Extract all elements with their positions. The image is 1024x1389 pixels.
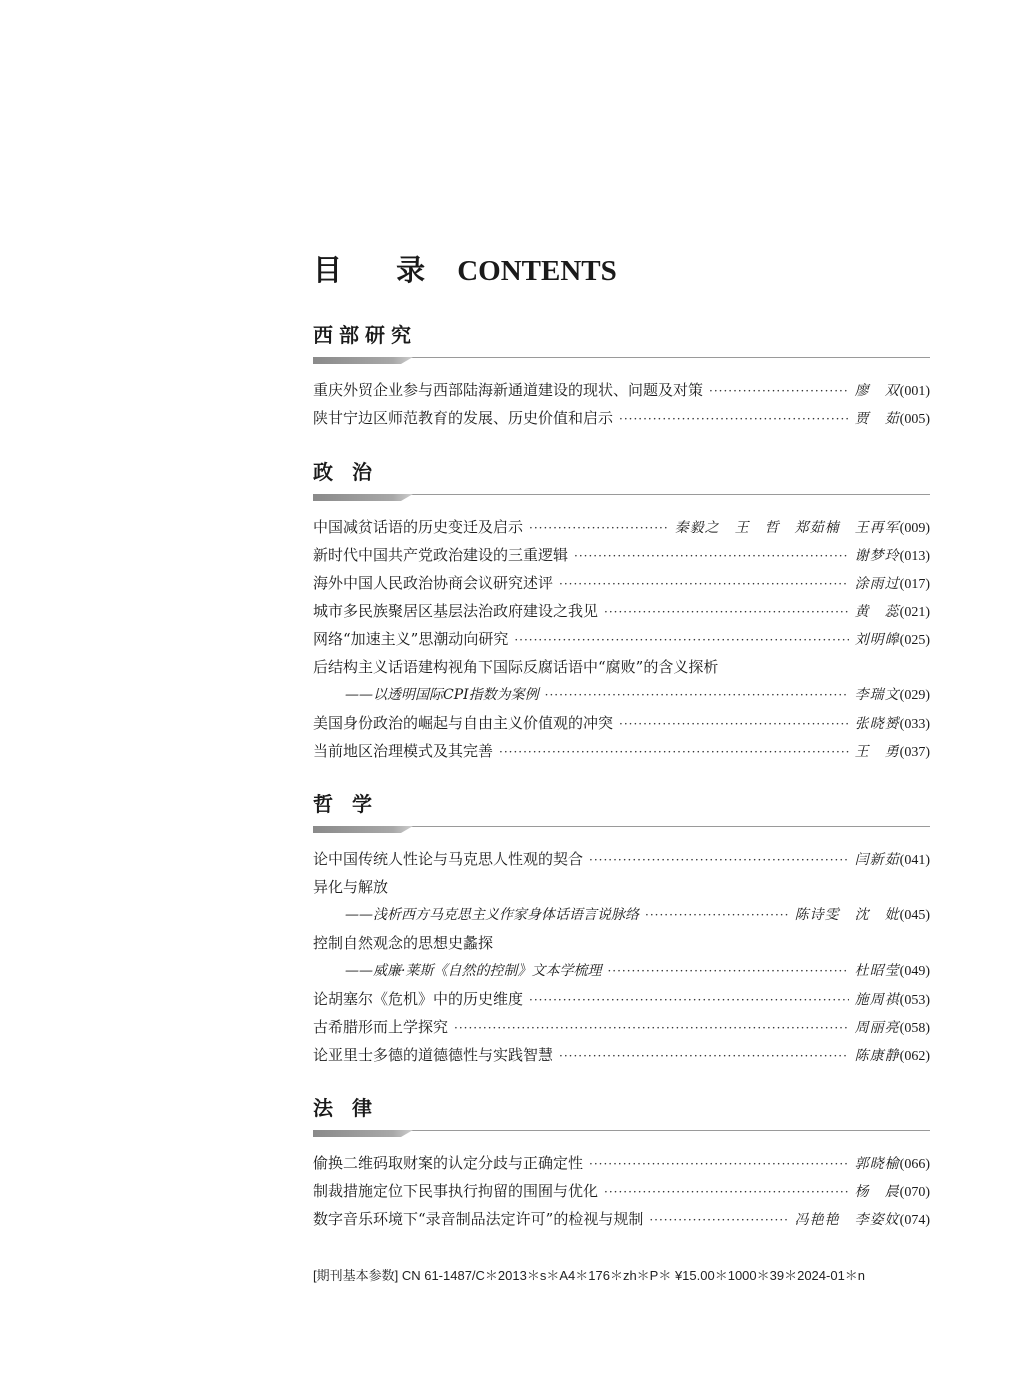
section-politics [313, 458, 930, 765]
entry-title: 新时代中国共产党政治建设的三重逻辑 [313, 546, 569, 564]
entry-author: 施周祺 [854, 992, 900, 1008]
toc-entry[interactable] [313, 404, 930, 432]
entry-page: (001) [899, 384, 930, 399]
journal-parameters: [期刊基本参数] CN 61-1487/C＊2013＊s＊A4＊176＊zh＊P＊ ¥15.00＊1000＊39＊2024-01＊n [313, 1268, 866, 1283]
toc-entry[interactable] [313, 845, 930, 873]
leader-dots [589, 846, 849, 874]
toc-entry[interactable] [313, 376, 930, 404]
leader-dots [514, 626, 848, 654]
entry-page: (074) [899, 1213, 930, 1228]
entry-title: 网络“加速主义”思潮动向研究 [313, 630, 509, 648]
entry-author: 贾 茹 [854, 411, 900, 427]
entry-title: 论中国传统人性论与马克思人性观的契合 [313, 850, 584, 868]
toc-entry[interactable] [313, 737, 930, 765]
leader-dots [619, 710, 849, 738]
entry-page: (017) [899, 577, 930, 592]
leader-dots [604, 1178, 849, 1206]
entry-title: 后结构主义话语建构视角下国际反腐话语中“腐败”的含义探析 [313, 658, 719, 676]
entry-subtitle: ——浅析西方马克思主义作家身体话语言说脉络 [345, 907, 639, 923]
leader-dots [709, 377, 849, 405]
entry-author: 杜昭莹 [854, 963, 900, 979]
toc-entry-subtitle[interactable] [313, 957, 930, 985]
entry-title: 制裁措施定位下民事执行拘留的围囿与优化 [313, 1182, 599, 1200]
leader-dots [604, 598, 849, 626]
leader-dots [589, 1150, 849, 1178]
section-rule [313, 826, 930, 836]
entry-page: (025) [899, 633, 930, 648]
section-law [313, 1094, 930, 1233]
entry-author: 李瑞文 [854, 687, 900, 703]
entry-page: (021) [899, 605, 930, 620]
leader-dots [529, 514, 669, 542]
entry-page: (013) [899, 549, 930, 564]
section-heading: 西部研究 [313, 323, 417, 347]
toc-entry[interactable] [313, 569, 930, 597]
entry-page: (005) [899, 412, 930, 427]
entry-page: (070) [899, 1185, 930, 1200]
entry-page: (029) [899, 688, 930, 703]
toc-entry-subtitle[interactable] [313, 681, 930, 709]
toc-entry[interactable] [313, 873, 930, 901]
entry-author: 涂雨过 [854, 576, 900, 592]
leader-dots [645, 901, 789, 929]
toc-entry-subtitle[interactable] [313, 901, 930, 929]
entry-title: 论胡塞尔《危机》中的历史维度 [313, 990, 524, 1008]
section-rule [313, 494, 930, 504]
entry-author: 张晓赟 [854, 716, 900, 732]
leader-dots [545, 681, 849, 709]
entry-author: 廖 双 [854, 383, 900, 399]
entry-title: 异化与解放 [313, 878, 389, 896]
entry-author: 郭晓榆 [854, 1156, 900, 1172]
leader-dots [607, 957, 848, 985]
toc-entry[interactable] [313, 597, 930, 625]
toc-entry[interactable] [313, 985, 930, 1013]
leader-dots [529, 986, 849, 1014]
entry-page: (033) [899, 717, 930, 732]
entry-page: (045) [899, 908, 930, 923]
entry-title: 重庆外贸企业参与西部陆海新通道建设的现状、问题及对策 [313, 381, 704, 399]
section-heading: 哲 学 [313, 792, 378, 816]
entry-author: 杨 晨 [854, 1184, 900, 1200]
section-philosophy [313, 790, 930, 1069]
entry-title: 当前地区治理模式及其完善 [313, 742, 494, 760]
entry-author: 秦毅之 王 哲 郑茹楠 王再军 [674, 520, 900, 536]
entry-page: (009) [899, 521, 930, 536]
toc-entry[interactable] [313, 1041, 930, 1069]
entry-page: (041) [899, 853, 930, 868]
entry-author: 陈诗雯 沈 妣 [794, 907, 900, 923]
title-cn: 目 录 [313, 253, 448, 287]
leader-dots [454, 1014, 849, 1042]
leader-dots [619, 405, 849, 433]
entry-page: (049) [899, 964, 930, 979]
toc-entry[interactable] [313, 1149, 930, 1177]
entry-author: 陈康静 [854, 1048, 900, 1064]
toc-entry[interactable] [313, 709, 930, 737]
entry-title: 美国身份政治的崛起与自由主义价值观的冲突 [313, 714, 614, 732]
section-west [313, 321, 930, 432]
entry-title: 控制自然观念的思想史蠡探 [313, 934, 494, 952]
entry-author: 王 勇 [854, 744, 900, 760]
section-heading: 政 治 [313, 460, 378, 484]
entry-title: 数字音乐环境下“录音制品法定许可”的检视与规制 [313, 1210, 644, 1228]
toc-entry[interactable] [313, 1177, 930, 1205]
leader-dots [649, 1206, 788, 1234]
entry-subtitle: ——以透明国际CPI指数为案例 [345, 687, 539, 703]
toc-entry[interactable] [313, 513, 930, 541]
entry-page: (053) [899, 993, 930, 1008]
leader-dots [574, 542, 849, 570]
toc-entry[interactable] [313, 653, 930, 681]
entry-page: (066) [899, 1157, 930, 1172]
title-en: CONTENTS [457, 255, 617, 287]
entry-title: 城市多民族聚居区基层法治政府建设之我见 [313, 602, 599, 620]
leader-dots [559, 1042, 849, 1070]
entry-title: 论亚里士多德的道德德性与实践智慧 [313, 1046, 554, 1064]
toc-entry[interactable] [313, 541, 930, 569]
toc-entry[interactable] [313, 1205, 930, 1233]
leader-dots [559, 570, 849, 598]
section-rule [313, 357, 930, 367]
entry-page: (058) [899, 1021, 930, 1036]
entry-page: (037) [899, 745, 930, 760]
section-rule [313, 1130, 930, 1140]
leader-dots [499, 738, 849, 766]
entry-subtitle: ——威廉·莱斯《自然的控制》文本学梳理 [345, 963, 602, 979]
page-title [313, 248, 617, 289]
entry-author: 周丽亮 [854, 1020, 900, 1036]
toc-entry[interactable] [313, 929, 930, 957]
entry-title: 偷换二维码取财案的认定分歧与正确定性 [313, 1154, 584, 1172]
entry-title: 古希腊形而上学探究 [313, 1018, 449, 1036]
entry-author: 冯艳艳 李姿妏 [794, 1212, 900, 1228]
section-heading: 法 律 [313, 1096, 378, 1120]
entry-author: 黄 蕊 [854, 604, 900, 620]
entry-author: 谢梦玲 [854, 548, 900, 564]
entry-title: 海外中国人民政治协商会议研究述评 [313, 574, 554, 592]
entry-page: (062) [899, 1049, 930, 1064]
entry-author: 闫新茹 [854, 852, 900, 868]
toc-entry[interactable] [313, 625, 930, 653]
entry-author: 刘明皞 [854, 632, 900, 648]
entry-title: 中国减贫话语的历史变迁及启示 [313, 518, 524, 536]
toc-entry[interactable] [313, 1013, 930, 1041]
entry-title: 陕甘宁边区师范教育的发展、历史价值和启示 [313, 409, 614, 427]
